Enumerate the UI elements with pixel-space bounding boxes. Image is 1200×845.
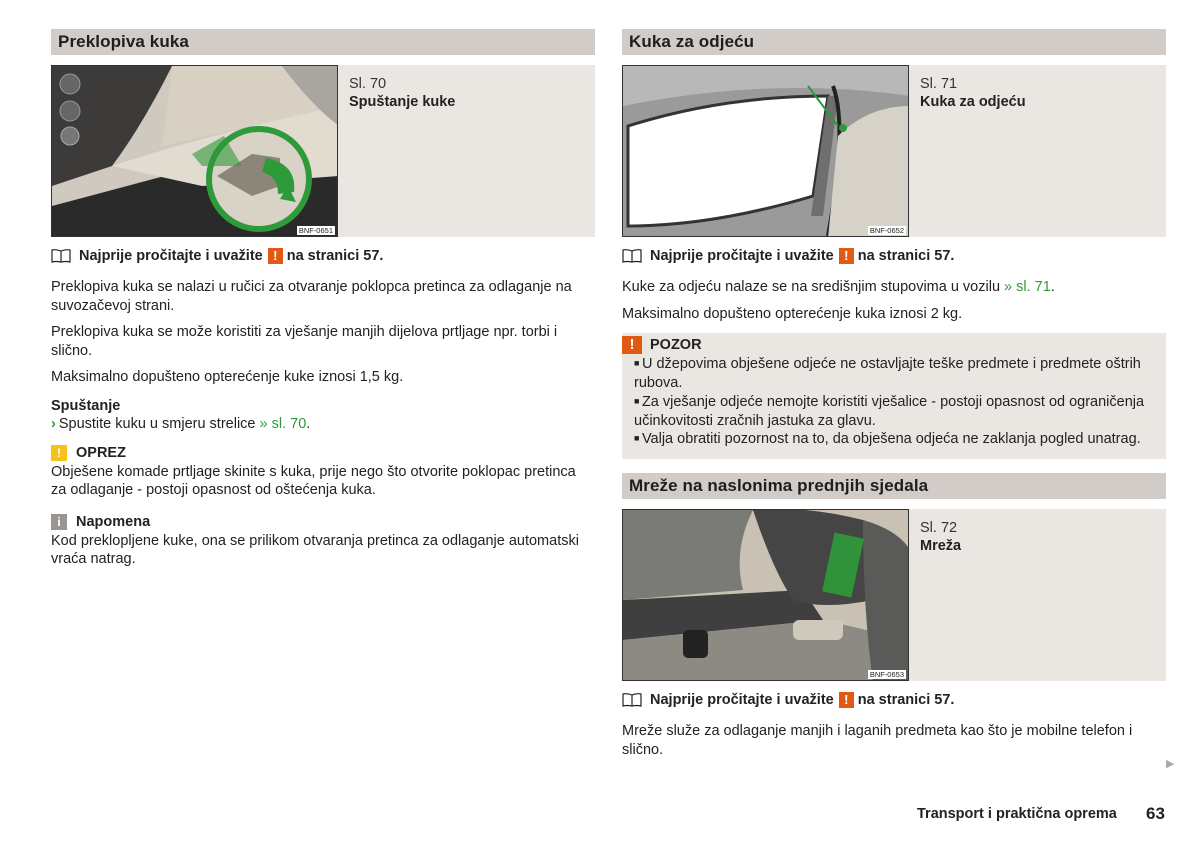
warning-box <box>622 333 1166 459</box>
figure-72-caption <box>920 519 961 555</box>
book-icon <box>51 249 71 263</box>
figure-number: Sl. 71 <box>920 76 958 92</box>
caution-icon: ! <box>51 445 67 461</box>
warning-heading <box>622 335 1158 355</box>
caution-heading <box>51 443 595 463</box>
book-icon <box>622 693 642 707</box>
paragraph-end: . <box>1050 279 1055 295</box>
paragraph-text: Kuke za odjeću nalaze se na središnjim stupovima u vozilu <box>622 279 1001 295</box>
figure-70-image <box>51 65 338 237</box>
warning-icon: ! <box>622 336 642 354</box>
warning-icon: ! <box>268 248 283 264</box>
note-text: Kod preklopljene kuke, ona se prilikom otvaranja pretinca za odlaganje automatski vraća natrag. <box>51 532 579 567</box>
figure-71-image <box>622 65 909 237</box>
paragraph <box>622 278 1166 297</box>
caution-label: OPREZ <box>76 444 126 461</box>
step-text: Spustite kuku u smjeru strelice <box>58 415 256 432</box>
figure-71-caption <box>920 75 1026 111</box>
figure-link[interactable]: » sl. 70 <box>259 415 307 432</box>
warning-item: ■ Za vješanje odjeće nemojte koristiti vješalice - postoji opasnost od ograničenja učinkovitosti zračnih jastuka za glavu. <box>634 393 1158 431</box>
warning-label: POZOR <box>650 337 702 353</box>
figure-title: Spuštanje kuke <box>349 94 456 110</box>
read-first-prefix: Najprije pročitajte i uvažite <box>650 248 834 264</box>
figure-title: Kuka za odjeću <box>920 94 1026 110</box>
section-title-clothes-hook: Kuka za odjeću <box>622 29 1166 55</box>
section-title-folding-hook: Preklopiva kuka <box>51 29 595 55</box>
read-first-notice <box>51 246 595 266</box>
warning-icon: ! <box>839 248 854 264</box>
read-first-suffix: na stranici 57. <box>286 248 384 264</box>
figure-71-code: BNF-0652 <box>869 226 904 235</box>
read-first-suffix: na stranici 57. <box>857 692 955 709</box>
read-first-prefix: Najprije pročitajte i uvažite <box>79 248 263 264</box>
footer-chapter-title: Transport i praktična oprema <box>917 806 1117 822</box>
paragraph: Maksimalno dopušteno opterećenje kuke iznosi 1,5 kg. <box>51 369 404 385</box>
subheading-lowering: Spuštanje <box>51 397 121 414</box>
right-column <box>622 29 1166 759</box>
paragraph: Mreže služe za odlaganje manjih i laganih predmeta kao što je mobilne telefon i slično. <box>622 723 1133 758</box>
figure-title: Mreža <box>920 538 962 555</box>
paragraph: Preklopiva kuka se nalazi u ručici za otvaranje poklopca pretinca za odlaganje na suvozačevoj strani. <box>51 279 572 314</box>
warning-list <box>622 355 1158 449</box>
figure-70 <box>51 65 595 237</box>
figure-number: Sl. 70 <box>349 76 387 92</box>
continue-arrow-icon: ▶ <box>1166 758 1175 770</box>
caution-text: Obješene komade prtljage skinite s kuka, prije nego što otvorite poklopac pretinca za odlaganje - postoji opasnost od oštećenja kuka. <box>51 463 576 498</box>
warning-item: ■ U džepovima obješene odjeće ne ostavljajte teške predmete i predmete oštrih rubova. <box>634 355 1158 393</box>
figure-link[interactable]: » sl. 71 <box>1004 279 1051 295</box>
page-number: 63 <box>1146 804 1165 823</box>
figure-71 <box>622 65 1166 237</box>
read-first-suffix: na stranici 57. <box>857 248 955 264</box>
read-first-prefix: Najprije pročitajte i uvažite <box>650 692 834 709</box>
paragraph: Preklopiva kuka se može koristiti za vješanje manjih dijelova prtljage npr. torbi i slično. <box>51 324 558 359</box>
read-first-notice <box>622 690 1166 710</box>
note-heading <box>51 512 595 532</box>
book-icon <box>622 249 642 263</box>
step-arrow-icon: › <box>51 415 56 432</box>
note-label: Napomena <box>76 513 151 530</box>
figure-number: Sl. 72 <box>920 520 958 537</box>
figure-72-image <box>622 509 909 681</box>
left-column <box>51 29 595 569</box>
figure-72 <box>622 509 1166 681</box>
read-first-notice <box>622 246 1166 266</box>
instruction-step <box>51 415 595 433</box>
section-title-seat-nets: Mreže na naslonima prednjih sjedala <box>622 473 1166 499</box>
warning-item: ■ Valja obratiti pozornost na to, da obješena odjeća ne zaklanja pogled unatrag. <box>634 430 1158 449</box>
figure-72-code: BNF-0653 <box>869 670 904 680</box>
paragraph: Maksimalno dopušteno opterećenje kuka iznosi 2 kg. <box>622 305 963 322</box>
step-end: . <box>306 415 311 432</box>
warning-icon: ! <box>839 692 854 708</box>
figure-70-code: BNF-0651 <box>298 226 333 235</box>
figure-70-caption <box>349 75 455 111</box>
info-icon: i <box>51 514 67 530</box>
